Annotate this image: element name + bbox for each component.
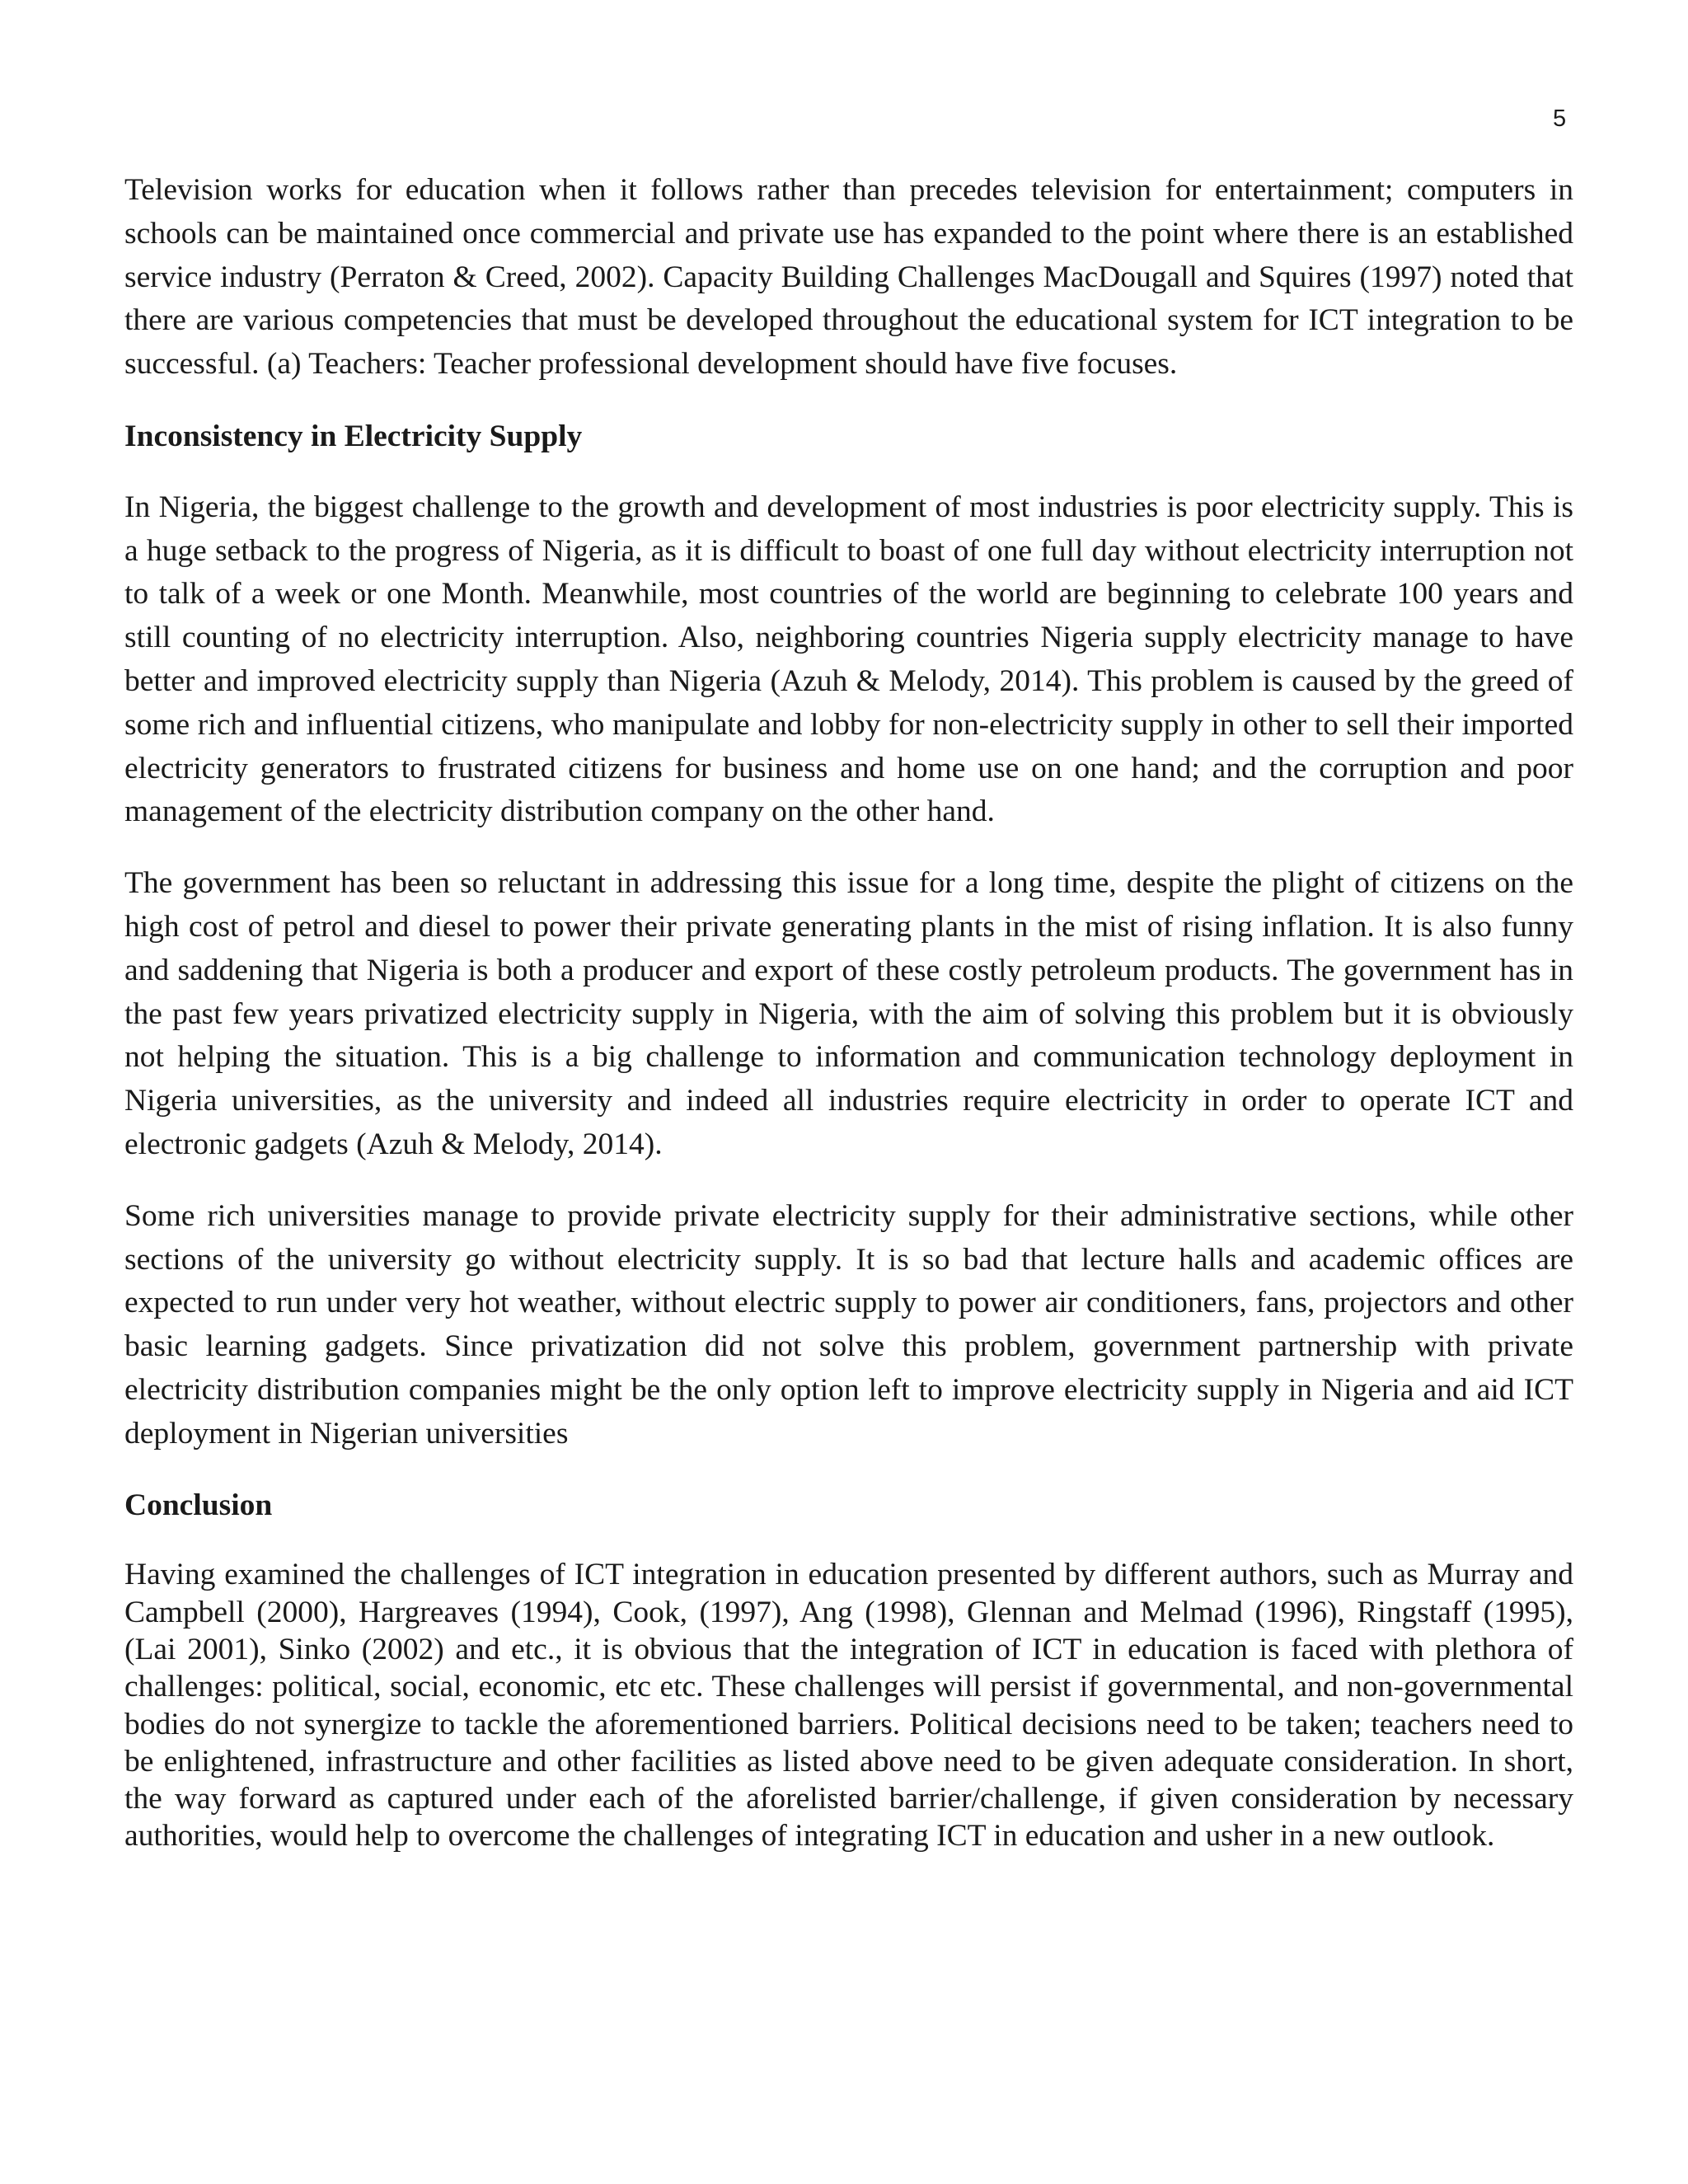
electricity-paragraph-3: Some rich universities manage to provide private electricity supply for their administrative sections, while other sections of the university go without electricity supply. It is so bad that lecture halls and academic offices are expected to run under very hot weather, without electric supply to power air conditioners, fans, projectors and other basic learning gadgets. Since privatization did not solve this problem, government partnership with private electricity distribution companies might be the only option left to improve electricity supply in Nigeria and aid ICT deployment in Nigerian universities xyxy=(124,1198,1573,1451)
intro-paragraph: Television works for education when it follows rather than precedes television for entertainment; computers in schools can be maintained once commercial and private use has expanded to the point where there is an established service industry (Perraton & Creed, 2002). Capacity Building Challenges MacDougall and Squires (1997) noted that there are various competencies that must be developed throughout the educational system for ICT integration to be successful. (a) Teachers: Teacher professional development should have five focuses. xyxy=(124,173,1573,382)
electricity-paragraph-1: In Nigeria, the biggest challenge to the growth and development of most industries is poor electricity supply. This is a huge setback to the progress of Nigeria, as it is difficult to boast of one full day without electricity interruption not to talk of a week or one Month. Meanwhile, most countries of the world are beginning to celebrate 100 years and still counting of no electricity interruption. Also, neighboring countries Nigeria supply electricity manage to have better and improved electricity supply than Nigeria (Azuh & Melody, 2014). This problem is caused by the greed of some rich and influential citizens, who manipulate and lobby for non-electricity supply in other to sell their imported electricity generators to frustrated citizens for business and home use on one hand; and the corruption and poor management of the electricity distribution company on the other hand. xyxy=(124,490,1573,829)
page-number: 5 xyxy=(1553,105,1567,132)
section-heading-electricity: Inconsistency in Electricity Supply xyxy=(124,419,583,453)
section-heading-conclusion: Conclusion xyxy=(124,1488,273,1522)
page-body xyxy=(124,169,1573,1855)
electricity-paragraph-2: The government has been so reluctant in addressing this issue for a long time, despite the plight of citizens on the high cost of petrol and diesel to power their private generating plants in the mist of rising inflation. It is also funny and saddening that Nigeria is both a producer and export of these costly petroleum products. The government has in the past few years privatized electricity supply in Nigeria, with the aim of solving this problem but it is obviously not helping the situation. This is a big challenge to information and communication technology deployment in Nigeria universities, as the university and indeed all industries require electricity in order to operate ICT and electronic gadgets (Azuh & Melody, 2014). xyxy=(124,866,1573,1161)
conclusion-paragraph: Having examined the challenges of ICT integration in education presented by different authors, such as Murray and Campbell (2000), Hargreaves (1994), Cook, (1997), Ang (1998), Glennan and Melmad (1996), Ringstaff (1995), (Lai 2001), Sinko (2002) and etc., it is obvious that the integration of ICT in education is faced with plethora of challenges: political, social, economic, etc etc. These challenges will persist if governmental, and non-governmental bodies do not synergize to tackle the aforementioned barriers. Political decisions need to be taken; teachers need to be enlightened, infrastructure and other facilities as listed above need to be given adequate consideration. In short, the way forward as captured under each of the aforelisted barrier/challenge, if given consideration by necessary authorities, would help to overcome the challenges of integrating ICT in education and usher in a new outlook. xyxy=(124,1558,1573,1854)
